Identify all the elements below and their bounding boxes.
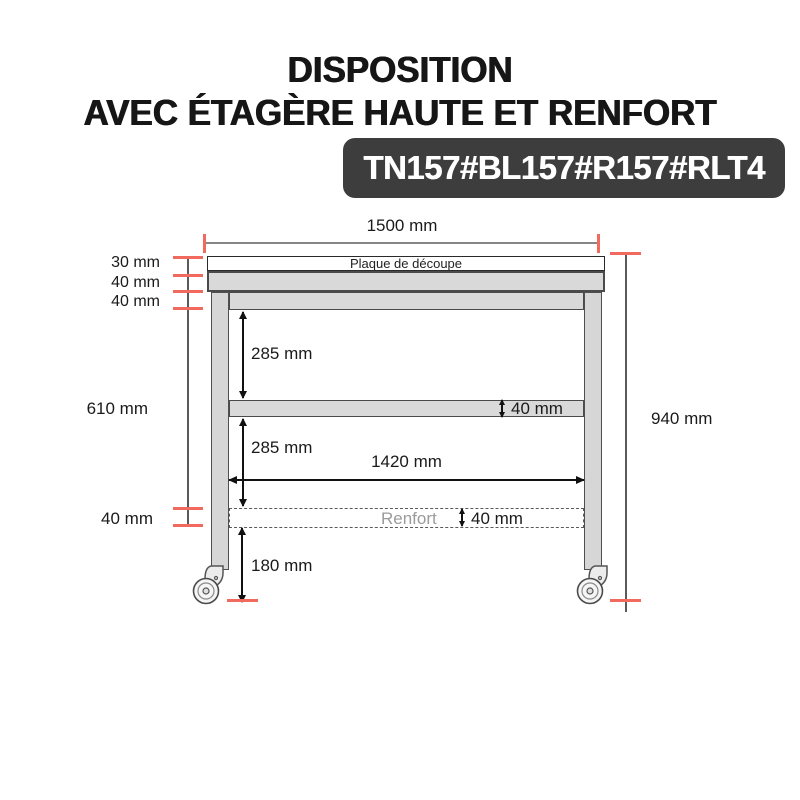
dim-upper-shelf-thickness-label: 40 mm [111, 293, 160, 310]
cutting-board-label: Plaque de découpe [349, 256, 463, 271]
title-line-1: DISPOSITION [287, 49, 513, 90]
right-dim-line [625, 254, 627, 612]
dim-mid-shelf-arrow [501, 400, 503, 417]
dim-mid-shelf-label: 40 mm [511, 399, 563, 418]
dim-total-width-line [205, 242, 599, 244]
right-caster-wheel-icon [576, 565, 614, 605]
dim-tick [173, 290, 203, 293]
dim-total-width-label: 1500 mm [366, 216, 438, 235]
renfort-label: Renfort [381, 509, 437, 528]
dim-tick [173, 256, 203, 259]
dim-inner-width-label: 1420 mm [371, 452, 442, 471]
left-dim-line [187, 257, 189, 526]
dim-tick [173, 307, 203, 310]
dim-tick [173, 507, 203, 510]
dim-leg-span-label: 610 mm [86, 399, 148, 418]
reference-badge [343, 138, 785, 198]
dim-top-thickness-label: 40 mm [111, 274, 160, 291]
dim-tick [597, 234, 600, 253]
tabletop [207, 271, 605, 292]
dim-tick [173, 524, 203, 527]
dim-caster-height-arrow [241, 528, 243, 602]
dim-tick [203, 234, 206, 253]
dim-tick [173, 274, 203, 277]
dim-total-height-label: 940 mm [651, 409, 713, 428]
left-caster-wheel-icon [192, 565, 230, 605]
dim-plaque-height-label: 30 mm [111, 254, 160, 271]
title-line-2: AVEC ÉTAGÈRE HAUTE ET RENFORT [83, 92, 717, 133]
dim-lower-gap-label: 285 mm [251, 438, 313, 457]
dim-renfort-thickness-label: 40 mm [471, 509, 523, 528]
page-title [12, 48, 788, 134]
upper-shelf [229, 292, 584, 310]
reference-code: TN157#BL157#R157#RLT4 [363, 149, 765, 186]
dim-tick [227, 599, 258, 602]
dim-tick [610, 252, 641, 255]
right-leg [584, 292, 602, 570]
dim-upper-gap-label: 285 mm [251, 344, 313, 363]
dim-caster-height-label: 180 mm [251, 556, 313, 575]
left-leg [211, 292, 229, 570]
dim-renfort-left-label: 40 mm [101, 509, 153, 528]
renfort-thickness-arrow [461, 509, 463, 526]
cutting-board [207, 256, 605, 271]
dim-inner-width-arrow [229, 479, 584, 481]
dim-tick [610, 599, 641, 602]
dim-upper-gap-arrow [242, 312, 244, 398]
